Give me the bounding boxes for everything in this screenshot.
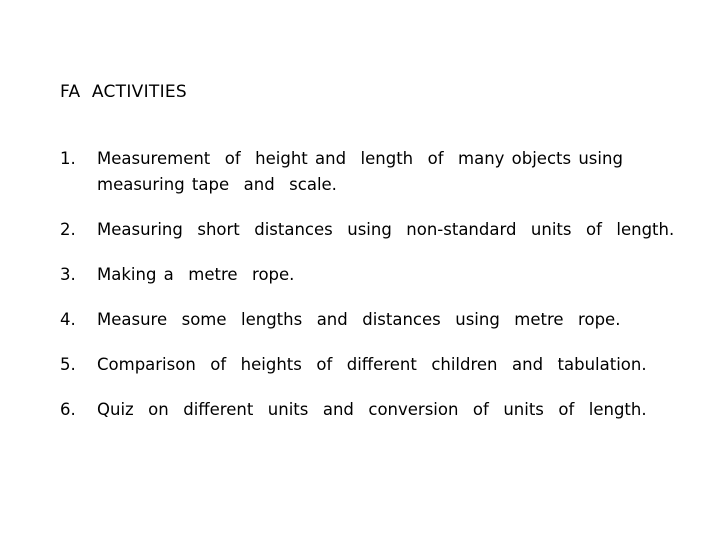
item-number: 2. xyxy=(60,220,76,239)
item-text: Measure some lengths and distances using metre rope. xyxy=(97,310,621,329)
list-item xyxy=(60,307,700,333)
item-number: 4. xyxy=(60,310,76,329)
item-number: 5. xyxy=(60,355,76,374)
list-item xyxy=(60,352,700,378)
item-number: 1. xyxy=(60,149,76,168)
item-text: Quiz on different units and conversion of units of length. xyxy=(97,400,647,419)
item-text: Comparison of heights of different children and tabulation. xyxy=(97,355,647,374)
list-item xyxy=(60,146,700,198)
item-number: 3. xyxy=(60,265,76,284)
list-item xyxy=(60,397,700,423)
list-item xyxy=(60,217,700,243)
activities-list xyxy=(60,146,700,442)
list-item xyxy=(60,262,700,288)
item-text: Making a metre rope. xyxy=(97,265,295,284)
item-text: Measurement of height and length of many objects using measuring tape and scale. xyxy=(97,149,631,194)
slide-heading: FA ACTIVITIES xyxy=(60,82,188,102)
item-text: Measuring short distances using non-standard units of length. xyxy=(97,220,675,239)
item-number: 6. xyxy=(60,400,76,419)
